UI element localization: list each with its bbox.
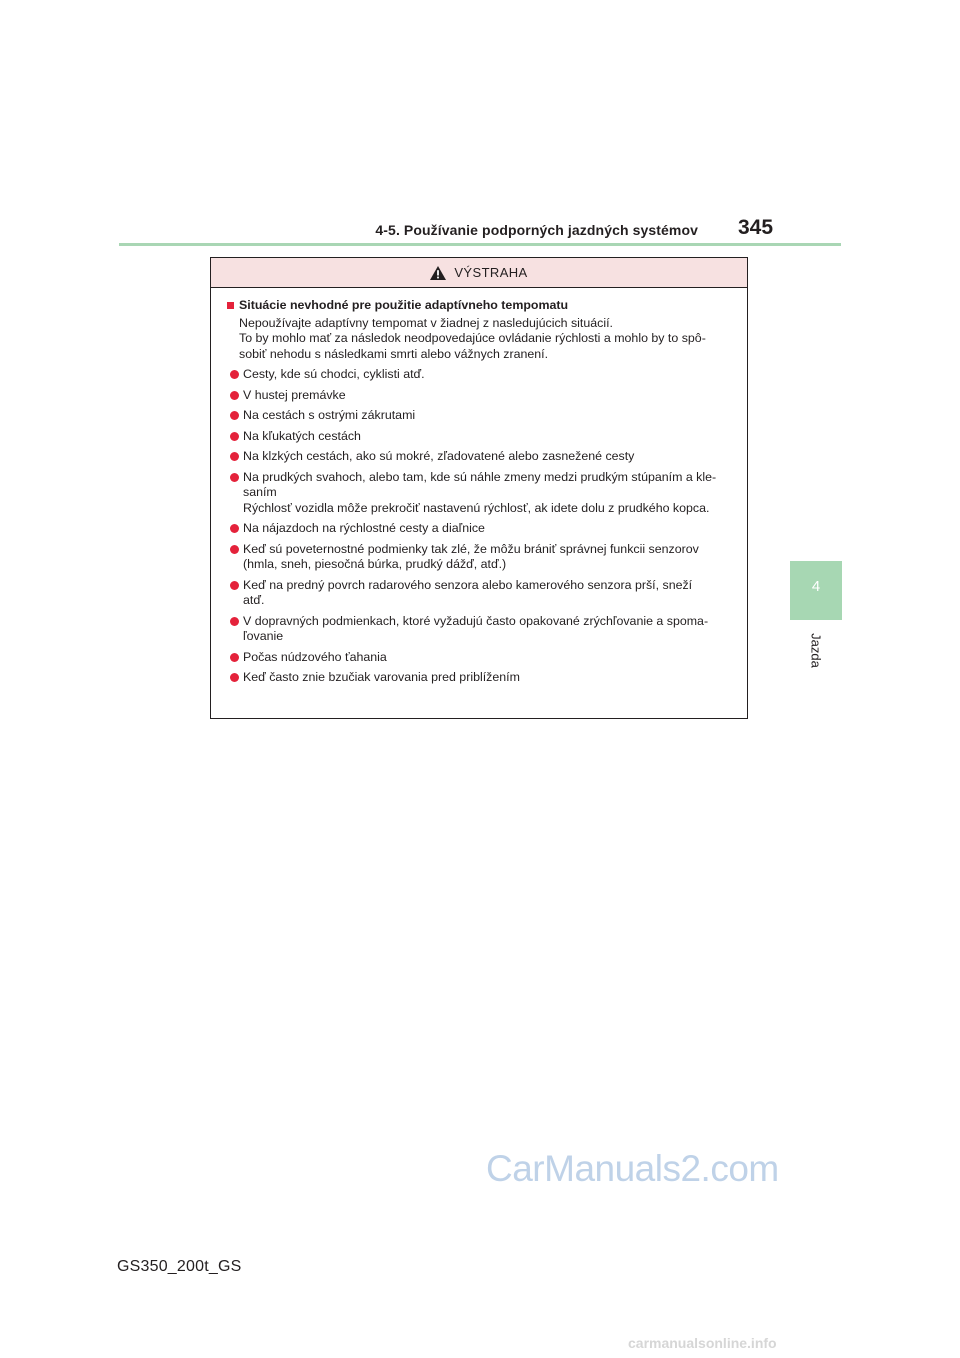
chapter-side-label — [790, 625, 842, 675]
round-bullet-icon — [230, 524, 239, 533]
list-item-text: saním — [243, 485, 277, 499]
list-item-text: Cesty, kde sú chodci, cyklisti atď. — [243, 367, 425, 381]
list-item-text: V dopravných podmienkach, ktoré vyžadujú často opakované zrýchľovanie a spoma- — [243, 613, 709, 628]
list-item-text: Keď sú poveternostné podmienky tak zlé, že môžu brániť správnej funkcii senzorov — [243, 541, 699, 556]
chapter-tab — [790, 561, 842, 620]
list-item — [227, 670, 739, 686]
list-item-text: Na nájazdoch na rýchlostné cesty a diaľnice — [243, 521, 485, 535]
warning-header — [211, 258, 747, 288]
list-item-text: V hustej premávke — [243, 387, 346, 402]
warning-section-title-text: Situácie nevhodné pre použitie adaptívneho tempomatu — [239, 298, 569, 312]
page-number: 345 — [738, 216, 774, 239]
watermark-logo: CarManuals2.com — [486, 1148, 779, 1189]
list-item-text: Keď na predný povrch radarového senzora alebo kamerového senzora prší, sneží — [243, 577, 693, 592]
list-item — [227, 367, 739, 383]
intro-line: Nepoužívajte adaptívny tempomat v žiadnej z nasledujúcich situácií. — [239, 315, 613, 330]
warning-body — [211, 288, 747, 686]
watermark-url: carmanualsonline.info — [628, 1335, 777, 1351]
list-item-text: Rýchlosť vozidla môže prekročiť nastavenú rýchlosť, ak idete dolu z prudkého kopca. — [243, 500, 710, 515]
list-item-text: Počas núdzového ťahania — [243, 649, 387, 664]
warning-box — [210, 257, 748, 719]
section-header-title: 4-5. Používanie podporných jazdných systémov — [375, 222, 698, 238]
list-item-text: Keď často znie bzučiak varovania pred priblížením — [243, 670, 520, 684]
round-bullet-icon — [230, 473, 239, 482]
list-item — [227, 470, 739, 517]
warning-list — [227, 367, 739, 686]
warning-triangle-icon — [430, 266, 446, 280]
round-bullet-icon — [230, 370, 239, 379]
list-item — [227, 650, 739, 666]
list-item-text: Na kľukatých cestách — [243, 428, 361, 443]
round-bullet-icon — [230, 581, 239, 590]
list-item — [227, 388, 739, 404]
round-bullet-icon — [230, 432, 239, 441]
round-bullet-icon — [230, 391, 239, 400]
list-item — [227, 614, 739, 645]
list-item — [227, 542, 739, 573]
warning-title: VÝSTRAHA — [454, 265, 528, 280]
list-item — [227, 408, 739, 424]
list-item-text: Na klzkých cestách, ako sú mokré, zľadovatené alebo zasnežené cesty — [243, 449, 635, 463]
intro-line: sobiť nehodu s následkami smrti alebo vážnych zranení. — [239, 346, 549, 361]
header-divider — [119, 243, 841, 246]
square-bullet-icon — [227, 302, 234, 309]
warning-intro — [239, 316, 739, 363]
list-item-text: Na prudkých svahoch, alebo tam, kde sú náhle zmeny medzi prudkým stúpaním a kle- — [243, 469, 717, 484]
list-item — [227, 449, 739, 465]
model-code: GS350_200t_GS — [117, 1258, 242, 1275]
round-bullet-icon — [230, 617, 239, 626]
list-item-text: Na cestách s ostrými zákrutami — [243, 408, 416, 422]
list-item-text: (hmla, sneh, piesočná búrka, prudký dážď, atď.) — [243, 557, 507, 571]
chapter-side-label-text: Jazda — [808, 633, 824, 668]
list-item-text: atď. — [243, 593, 265, 607]
round-bullet-icon — [230, 452, 239, 461]
list-item-text: ľovanie — [243, 629, 284, 643]
round-bullet-icon — [230, 653, 239, 662]
round-bullet-icon — [230, 545, 239, 554]
intro-line: To by mohlo mať za následok neodpovedajúce ovládanie rýchlosti a mohlo by to spô- — [239, 331, 706, 345]
list-item — [227, 429, 739, 445]
warning-section-title — [227, 298, 739, 314]
chapter-tab-number: 4 — [811, 578, 821, 595]
list-item — [227, 521, 739, 537]
list-item — [227, 578, 739, 609]
round-bullet-icon — [230, 411, 239, 420]
round-bullet-icon — [230, 673, 239, 682]
